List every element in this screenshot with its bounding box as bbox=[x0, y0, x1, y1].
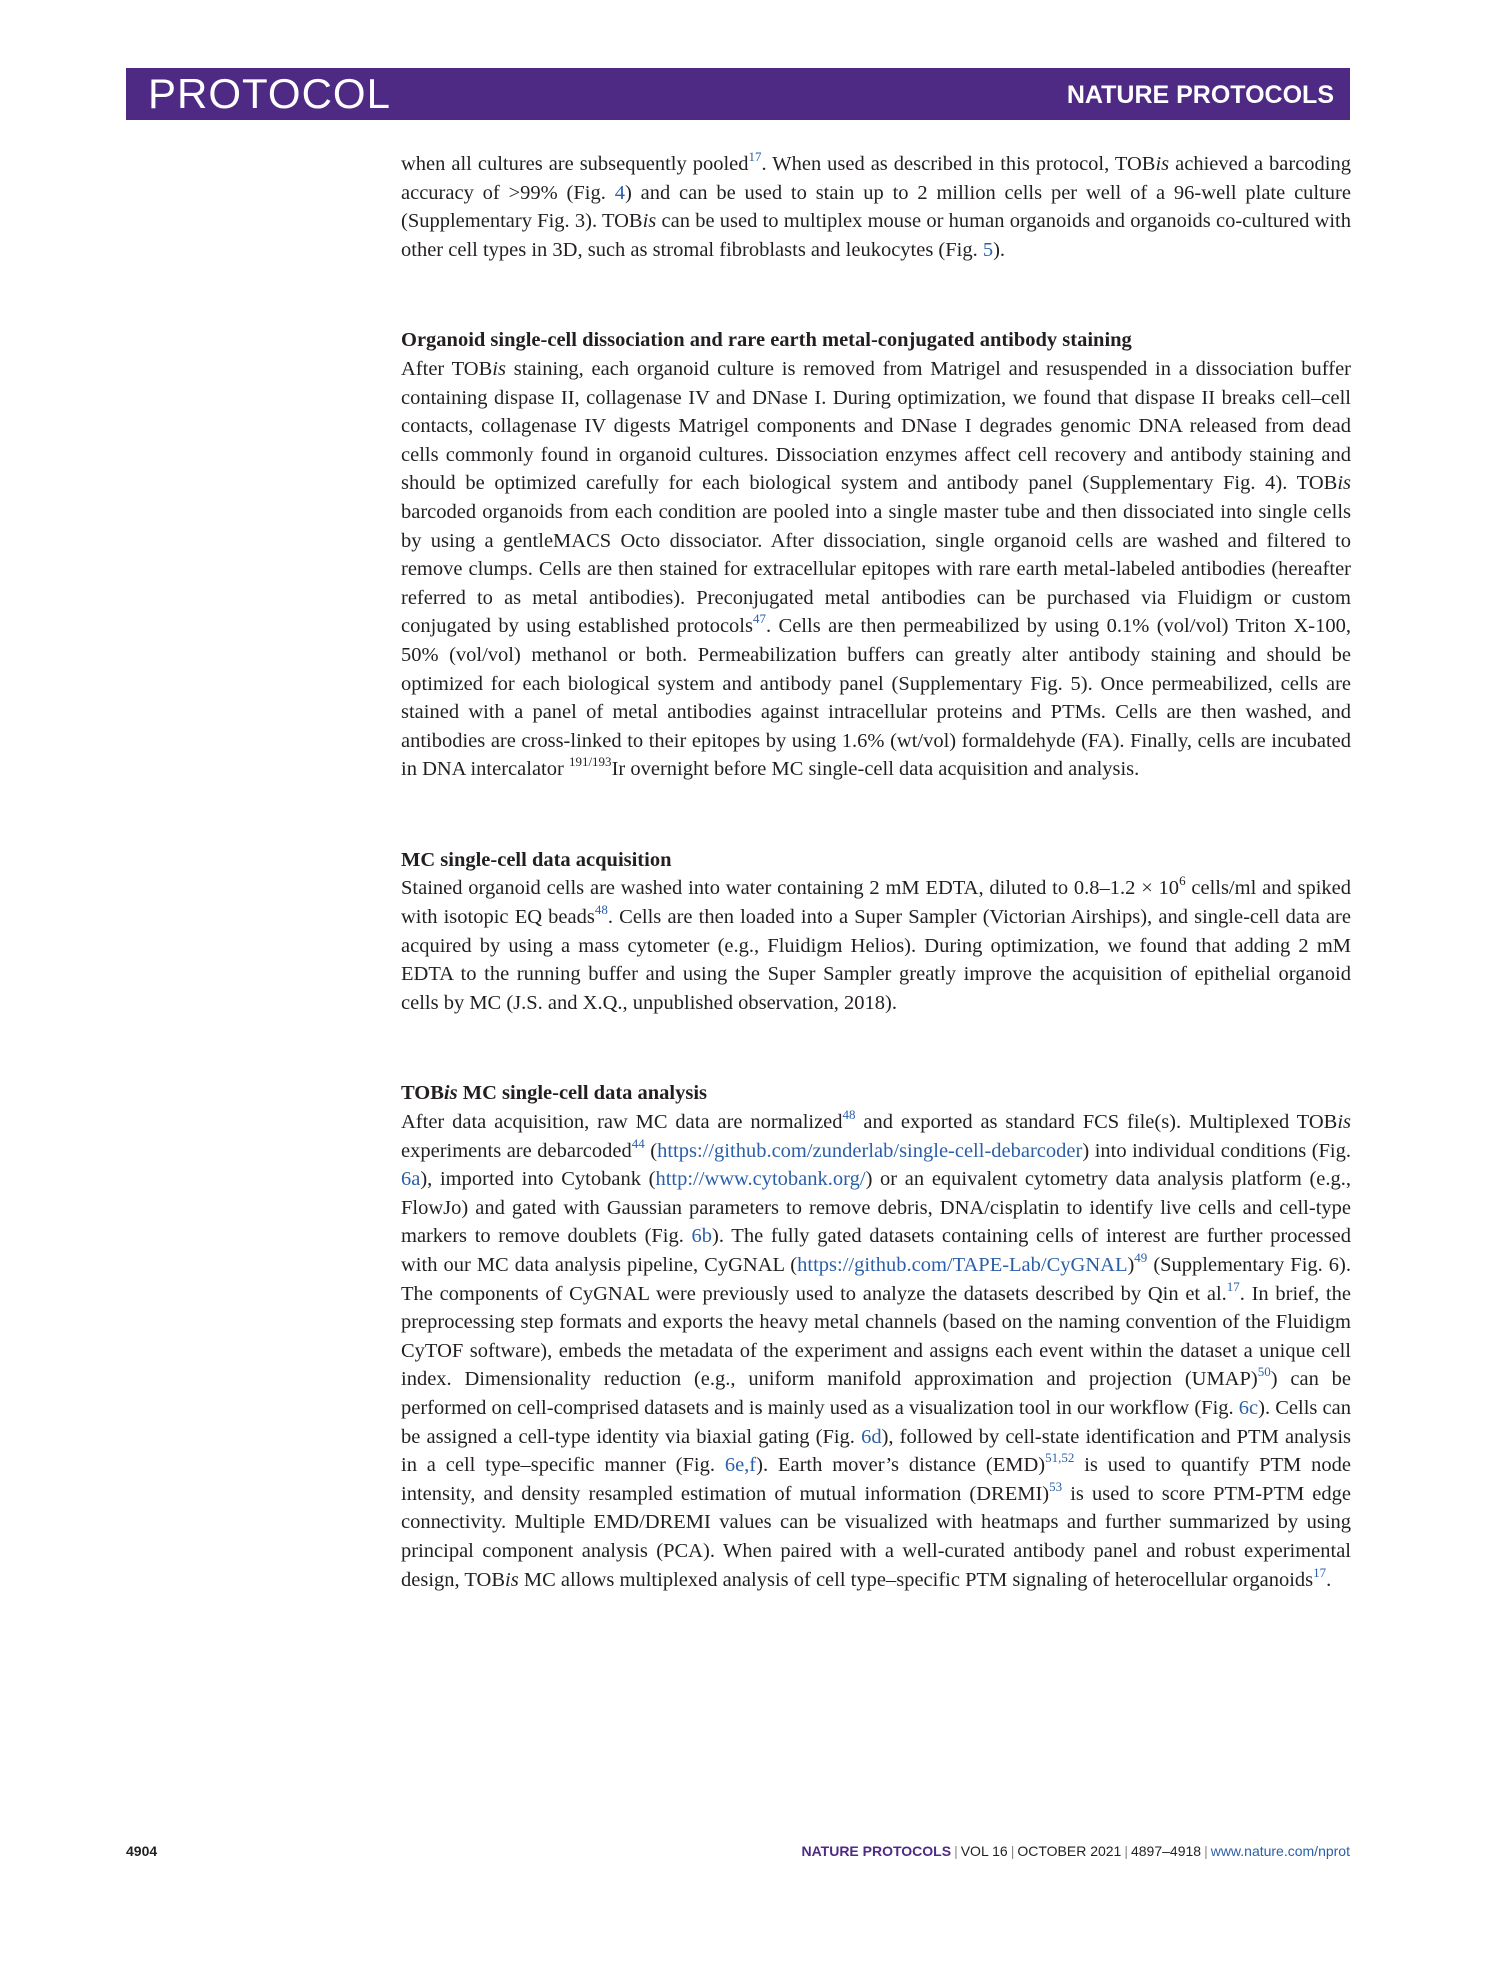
citation[interactable]: 50 bbox=[1257, 1364, 1271, 1380]
figure-ref[interactable]: 5 bbox=[982, 238, 994, 261]
citation[interactable]: 17 bbox=[1226, 1278, 1240, 1294]
citation[interactable]: 44 bbox=[631, 1135, 645, 1151]
citation[interactable]: 48 bbox=[594, 902, 608, 918]
figure-ref[interactable]: 6d bbox=[861, 1425, 882, 1448]
section-paragraph: After TOBis staining, each organoid culture is removed from Matrigel and resuspended in a dissociation buffer containing dispase II, collagenase IV and DNase I. During optimization, we found that dispase II breaks cell–cell contacts, collagenase IV digests Matrigel components and DNase I degrades genomic DNA released from dead cells commonly found in organoid cultures. Dissociation enzymes affect cell recovery and antibody staining and should be optimized carefully for each biological system and antibody panel (Supplementary Fig. 4). TOBis barcoded organoids from each condition are pooled into a single master tube and then dissociated into single cells by using a gentleMACS Octo dissociator. After dissociation, single organoid cells are washed and filtered to remove clumps. Cells are then stained for extracellular epitopes with rare earth metal-labeled antibodies (hereafter referred to as metal antibodies). Preconjugated metal antibodies can be purchased via Fluidigm or custom conjugated by using established protocols$^{47}$. Cells are then permeabilized by using 0.1% (vol/vol) Triton X-100, 50% (vol/vol) methanol or both. Permeabilization buffers can greatly alter antibody staining and should be optimized for each biological system and antibody panel (Supplementary Fig. 5). Once permeabilized, cells are stained with a panel of metal antibodies against intracellular proteins and PTMs. Cells are then washed, and antibodies are cross-linked to their epitopes by using 1.6% (wt/vol) formaldehyde (FA). Finally, cells are incubated in DNA intercalator $^{191/193}$Ir overnight before MC single-cell data acquisition and analysis. bbox=[401, 357, 1352, 781]
section-label: PROTOCOL bbox=[148, 70, 391, 117]
section-paragraph: Stained organoid cells are washed into water containing 2 mM EDTA, diluted to $0.8-1.2 \times 10^6$ cells/ml and spiked with isotopic EQ beads$^{48}$. Cells are then loaded into a Super Sampler (Victorian Airships), and single-cell data are acquired by using a mass cytometer (e.g., Fluidigm Helios). During optimization, we found that adding 2 mM EDTA to the running buffer and using the Super Sampler greatly improve the acquisition of epithelial organoid cells by MC (J.S. and X.Q., unpublished observation, 2018). bbox=[401, 873, 1351, 1014]
article-body bbox=[401, 150, 1351, 1594]
section-analysis bbox=[401, 1079, 1351, 1594]
citation[interactable]: 17 bbox=[748, 149, 762, 164]
citation[interactable]: 48 bbox=[842, 1107, 856, 1123]
citation[interactable]: 51,52 bbox=[1045, 1450, 1075, 1466]
citation[interactable]: 17 bbox=[1313, 1564, 1327, 1580]
figure-ref[interactable]: 6e,f bbox=[724, 1454, 757, 1477]
section-heading: TOBis MC single-cell data analysis bbox=[401, 1082, 708, 1105]
section-heading: MC single-cell data acquisition bbox=[401, 848, 672, 871]
section-paragraph: After data acquisition, raw MC data are normalized$^{48}$ and exported as standard FCS file(s). Multiplexed TOBis experiments are debarcoded$^{44}$ (https://github.com/zunderlab/single-cell-debarcoder) into individual conditions (Fig. 6a), imported into Cytobank (http://www.cytobank.org/) or an equivalent cytometry data analysis platform (e.g., FlowJo) and gated with Gaussian parameters to remove debris, DNA/cisplatin to identify live cells and cell-type markers to remove doublets (Fig. 6b). The fully gated datasets containing cells of interest are further processed with our MC data analysis pipeline, CyGNAL (https://github.com/TAPE-Lab/CyGNAL)$^{49}$ (Supplementary Fig. 6). The components of CyGNAL were previously used to analyze the datasets described by Qin et al.$^{17}$. In brief, the preprocessing step formats and exports the heavy metal channels (based on the naming convention of the Fluidigm CyTOF software), embeds the metadata of the experiment and assigns each event within the dataset a unique cell index. Dimensionality reduction (e.g., uniform manifold approximation and projection (UMAP)$^{50}$) can be performed on cell-comprised datasets and is mainly used as a visualization tool in our workflow (Fig. 6c). Cells can be assigned a cell-type identity via biaxial gating (Fig. 6d), followed by cell-state identification and PTM analysis in a cell type–specific manner (Fig. 6e,f). Earth mover’s distance (EMD)$^{51,52}$ is used to quantify PTM node intensity, and density resampled estimation of mutual information (DREMI)$^{53}$ is used to score PTM-PTM edge connectivity. Multiple EMD/DREMI values can be visualized with heatmaps and further summarized by using principal component analysis (PCA). When paired with a well-curated antibody panel and robust experimental design, TOBis MC allows multiplexed analysis of cell type–specific PTM signaling of heterocellular organoids$^{17}$. bbox=[401, 1107, 1352, 1591]
isotope-superscript: 191/193 bbox=[568, 754, 612, 770]
page-footer bbox=[126, 1843, 1350, 1865]
figure-ref[interactable]: 6b bbox=[691, 1225, 713, 1248]
intro-paragraph: when all cultures are subsequently pooled$^{17}$. When used as described in this protocol, TOBis achieved a barcoding accuracy of >99% (Fig. 4) and can be used to stain up to 2 million cells per well of a 96-well plate culture (Supplementary Fig. 3). TOBis can be used to multiplex mouse or human organoids and organoids co-cultured with other cell types in 3D, such as stromal fibroblasts and leukocytes (Fig. 5). bbox=[401, 149, 1351, 261]
figure-ref[interactable]: 6c bbox=[1238, 1396, 1259, 1419]
section-dissociation bbox=[401, 326, 1351, 784]
section-heading: Organoid single-cell dissociation and rare earth metal-conjugated antibody staining bbox=[401, 329, 1132, 352]
header-banner bbox=[126, 68, 1350, 120]
cytobank-link[interactable]: http://www.cytobank.org/ bbox=[655, 1168, 866, 1191]
citation[interactable]: 49 bbox=[1134, 1250, 1148, 1265]
journal-url[interactable]: www.nature.com/nprot bbox=[1210, 1843, 1350, 1859]
citation[interactable]: 53 bbox=[1049, 1478, 1063, 1494]
cygnal-link[interactable]: https://github.com/TAPE-Lab/CyGNAL bbox=[797, 1254, 1128, 1276]
figure-ref[interactable]: 6a bbox=[401, 1168, 421, 1191]
citation[interactable]: 47 bbox=[752, 611, 766, 627]
figure-ref[interactable]: 4 bbox=[614, 181, 625, 204]
debarcoder-link[interactable]: https://github.com/zunderlab/single-cell-debarcoder bbox=[657, 1139, 1083, 1162]
page-number: 4904 bbox=[126, 1843, 158, 1859]
exponent: 6 bbox=[1179, 873, 1186, 889]
section-acquisition bbox=[401, 846, 1351, 1018]
journal-name: NATURE PROTOCOLS bbox=[1066, 81, 1334, 109]
footer-citation: NATURE PROTOCOLS | VOL 16 | OCTOBER 2021 | 4897–4918 | www.nature.com/nprot bbox=[801, 1843, 1350, 1859]
